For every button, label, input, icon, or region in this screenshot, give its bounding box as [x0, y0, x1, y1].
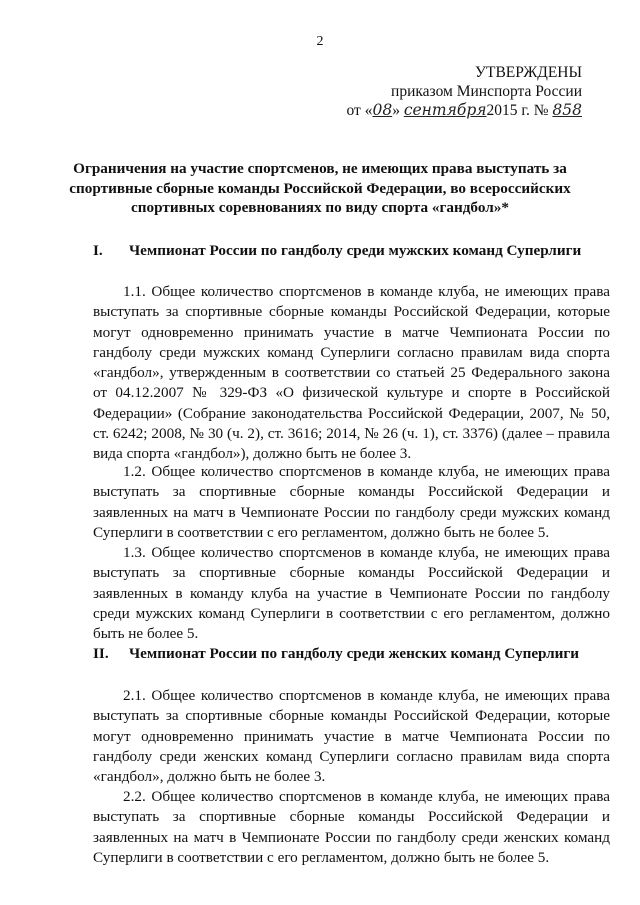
approval-title: УТВЕРЖДЕНЫ — [475, 64, 582, 81]
order-number-handwritten: 858 — [552, 101, 582, 119]
date-year: 2015 г. № — [486, 102, 549, 119]
page-number: 2 — [316, 34, 324, 49]
approval-date-line — [0, 101, 582, 121]
paragraph-2-2: 2.2. Общее количество спортсменов в команде клуба, не имеющих права выступать за спортивные сборные команды Российской Федерации и заявленных на матч в Чемпионате России по гандболу среди женских команд Суперлиги в соответствии с его регламентом, должно быть не более 5. — [93, 788, 610, 866]
section-title: Чемпионат России по гандболу среди мужских команд Суперлиги — [129, 242, 582, 259]
section-heading-1 — [93, 242, 613, 260]
date-mid: » — [392, 102, 400, 119]
section-numeral: I. — [93, 242, 103, 259]
document-title: Ограничения на участие спортсменов, не имеющих права выступать за спортивные сборные команды Российской Федерации, во всероссийских спортивных соревнованиях по виду спорта «гандбол»* — [69, 160, 571, 216]
date-month-handwritten: сентября — [403, 101, 487, 119]
paragraph-1-3: 1.3. Общее количество спортсменов в команде клуба, не имеющих права выступать за спортивные сборные команды Российской Федерации и заявленных в команду клуба на участие в Чемпионате России по гандболу среди мужских команд Суперлиги в соответствии с его регламентом, должно быть не более 5. — [93, 544, 610, 643]
section-title: Чемпионат России по гандболу среди женских команд Суперлиги — [129, 645, 580, 662]
section-numeral: II. — [93, 645, 109, 662]
approval-stamp — [0, 64, 582, 121]
paragraph-2-1: 2.1. Общее количество спортсменов в команде клуба, не имеющих права выступать за спортивные сборные команды Российской Федерации, которые могут одновременно принимать участие в матче Чемпионата России по гандболу среди женских команд Суперлиги согласно правилам вида спорта «гандбол», должно быть не более 3. — [93, 687, 610, 786]
approval-order-line: приказом Минспорта России — [391, 82, 582, 100]
section-heading-2 — [93, 645, 613, 663]
paragraph-1-1: 1.1. Общее количество спортсменов в команде клуба, не имеющих права выступать за спортивные сборные команды Российской Федерации, которые могут одновременно принимать участие в матче Чемпионата России по гандболу среди мужских команд Суперлиги согласно правилам вида спорта «гандбол», утвержденным в соответствии со статьей 25 Федерального закона от 04.12.2007 № 329-ФЗ «О физической культуре и спорте в Российской Федерации» (Собрание законодательства Российской Федерации, 2007, № 50, ст. 6242; 2008, № 30 (ч. 2), ст. 3616; 2014, № 26 (ч. 1), ст. 3376) (далее – правила вида спорта «гандбол»), должно быть не более 3. — [93, 283, 610, 463]
paragraph-1-2: 1.2. Общее количество спортсменов в команде клуба, не имеющих права выступать за спортивные сборные команды Российской Федерации и заявленных на матч в Чемпионате России по гандболу среди мужских команд Суперлиги в соответствии с его регламентом, должно быть не более 5. — [93, 463, 610, 541]
date-day-handwritten: 08 — [372, 101, 393, 119]
date-prefix: от « — [346, 102, 373, 119]
